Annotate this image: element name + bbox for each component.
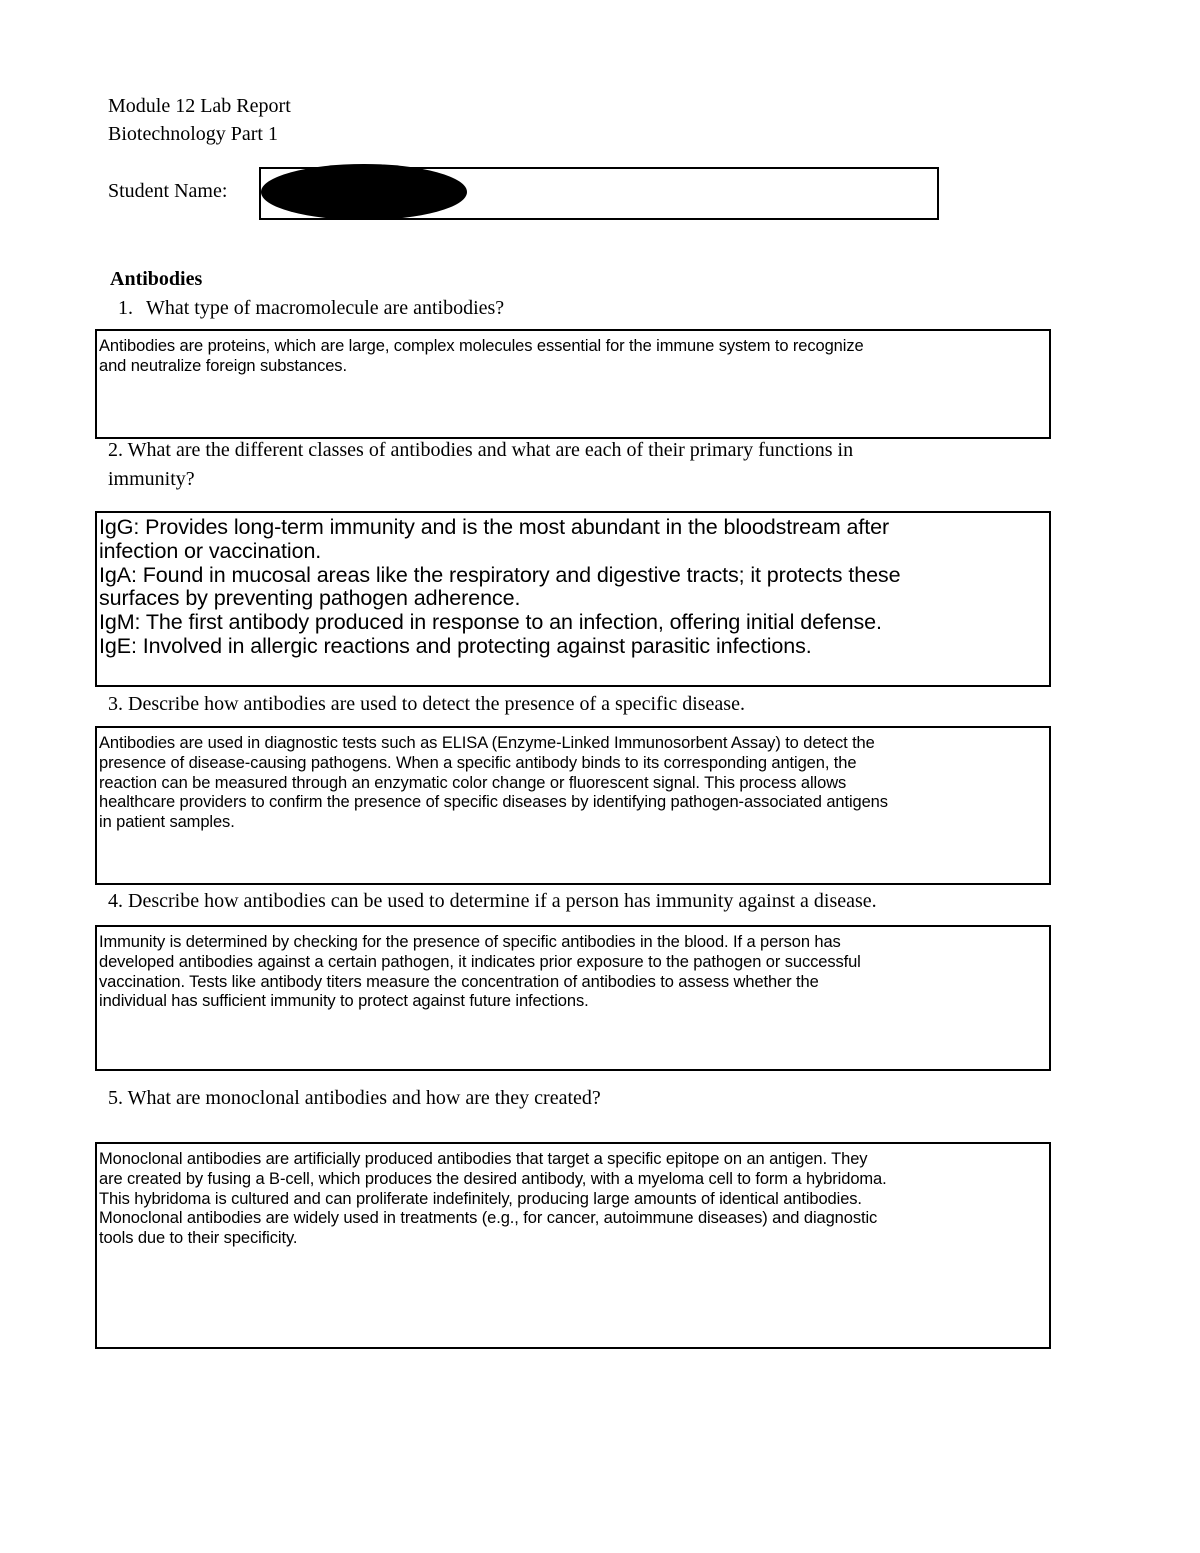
answer-5-line: Monoclonal antibodies are widely used in treatments (e.g., for cancer, autoimmune diseases) and diagnostic [99, 1209, 878, 1228]
answer-2-line: surfaces by preventing pathogen adherence. [99, 586, 521, 611]
module-title: Module 12 Lab Report [108, 95, 291, 117]
answer-5-box[interactable] [95, 1142, 1051, 1349]
answer-2-line: IgA: Found in mucosal areas like the respiratory and digestive tracts; it protects these [99, 562, 901, 587]
module-subtitle: Biotechnology Part 1 [108, 123, 278, 145]
answer-3-line: presence of disease-causing pathogens. When a specific antibody binds to its corresponding antigen, the [99, 753, 857, 772]
answer-2-line: IgG: Provides long-term immunity and is the most abundant in the bloodstream after [99, 515, 890, 539]
answer-4-line: Immunity is determined by checking for the presence of specific antibodies in the blood. If a person has [99, 933, 841, 951]
answer-2-line: IgE: Involved in allergic reactions and protecting against parasitic infections. [99, 633, 812, 658]
answer-4-line: individual has sufficient immunity to protect against future infections. [99, 992, 589, 1011]
answer-1-line: and neutralize foreign substances. [99, 356, 347, 375]
question-5-text: 5. What are monoclonal antibodies and how are they created? [108, 1087, 601, 1109]
answer-3-line: healthcare providers to confirm the presence of specific diseases by identifying pathogen-associated antigens [99, 793, 888, 812]
answer-3-line: reaction can be measured through an enzymatic color change or fluorescent signal. This process allows [99, 773, 847, 792]
answer-2-box[interactable] [95, 511, 1051, 687]
answer-1-line: Antibodies are proteins, which are large, complex molecules essential for the immune system to recognize [99, 337, 864, 355]
section-heading: Antibodies [110, 268, 203, 290]
answer-3-line: in patient samples. [99, 813, 235, 832]
student-name-label: Student Name: [108, 180, 228, 202]
answer-5-line: are created by fusing a B-cell, which produces the desired antibody, with a myeloma cell to form a hybridoma. [99, 1169, 887, 1188]
question-1-text: What type of macromolecule are antibodies? [146, 297, 505, 319]
question-3-text: 3. Describe how antibodies are used to detect the presence of a specific disease. [108, 693, 745, 715]
question-4-text: 4. Describe how antibodies can be used to determine if a person has immunity against a disease. [108, 890, 877, 912]
answer-5-line: tools due to their specificity. [99, 1229, 298, 1248]
answer-2-line: IgM: The first antibody produced in response to an infection, offering initial defense. [99, 610, 882, 635]
answer-4-box[interactable] [95, 925, 1051, 1071]
question-1-number: 1. [118, 297, 133, 319]
answer-5-line: Monoclonal antibodies are artificially produced antibodies that target a specific epitope on an antigen. They [99, 1150, 868, 1168]
question-2-text-line-2: immunity? [108, 468, 195, 490]
answer-3-box[interactable] [95, 726, 1051, 885]
question-2-text-line-1: 2. What are the different classes of antibodies and what are each of their primary functions in [108, 439, 854, 461]
redaction-mark [261, 164, 467, 220]
answer-4-line: developed antibodies against a certain pathogen, it indicates prior exposure to the pathogen or successful [99, 952, 861, 971]
answer-3-line: Antibodies are used in diagnostic tests such as ELISA (Enzyme-Linked Immunosorbent Assay) to detect the [99, 734, 875, 752]
answer-4-line: vaccination. Tests like antibody titers measure the concentration of antibodies to assess whether the [99, 972, 819, 991]
answer-5-line: This hybridoma is cultured and can proliferate indefinitely, producing large amounts of identical antibodies. [99, 1189, 862, 1208]
answer-1-box[interactable] [95, 329, 1051, 439]
answer-2-line: infection or vaccination. [99, 538, 322, 563]
